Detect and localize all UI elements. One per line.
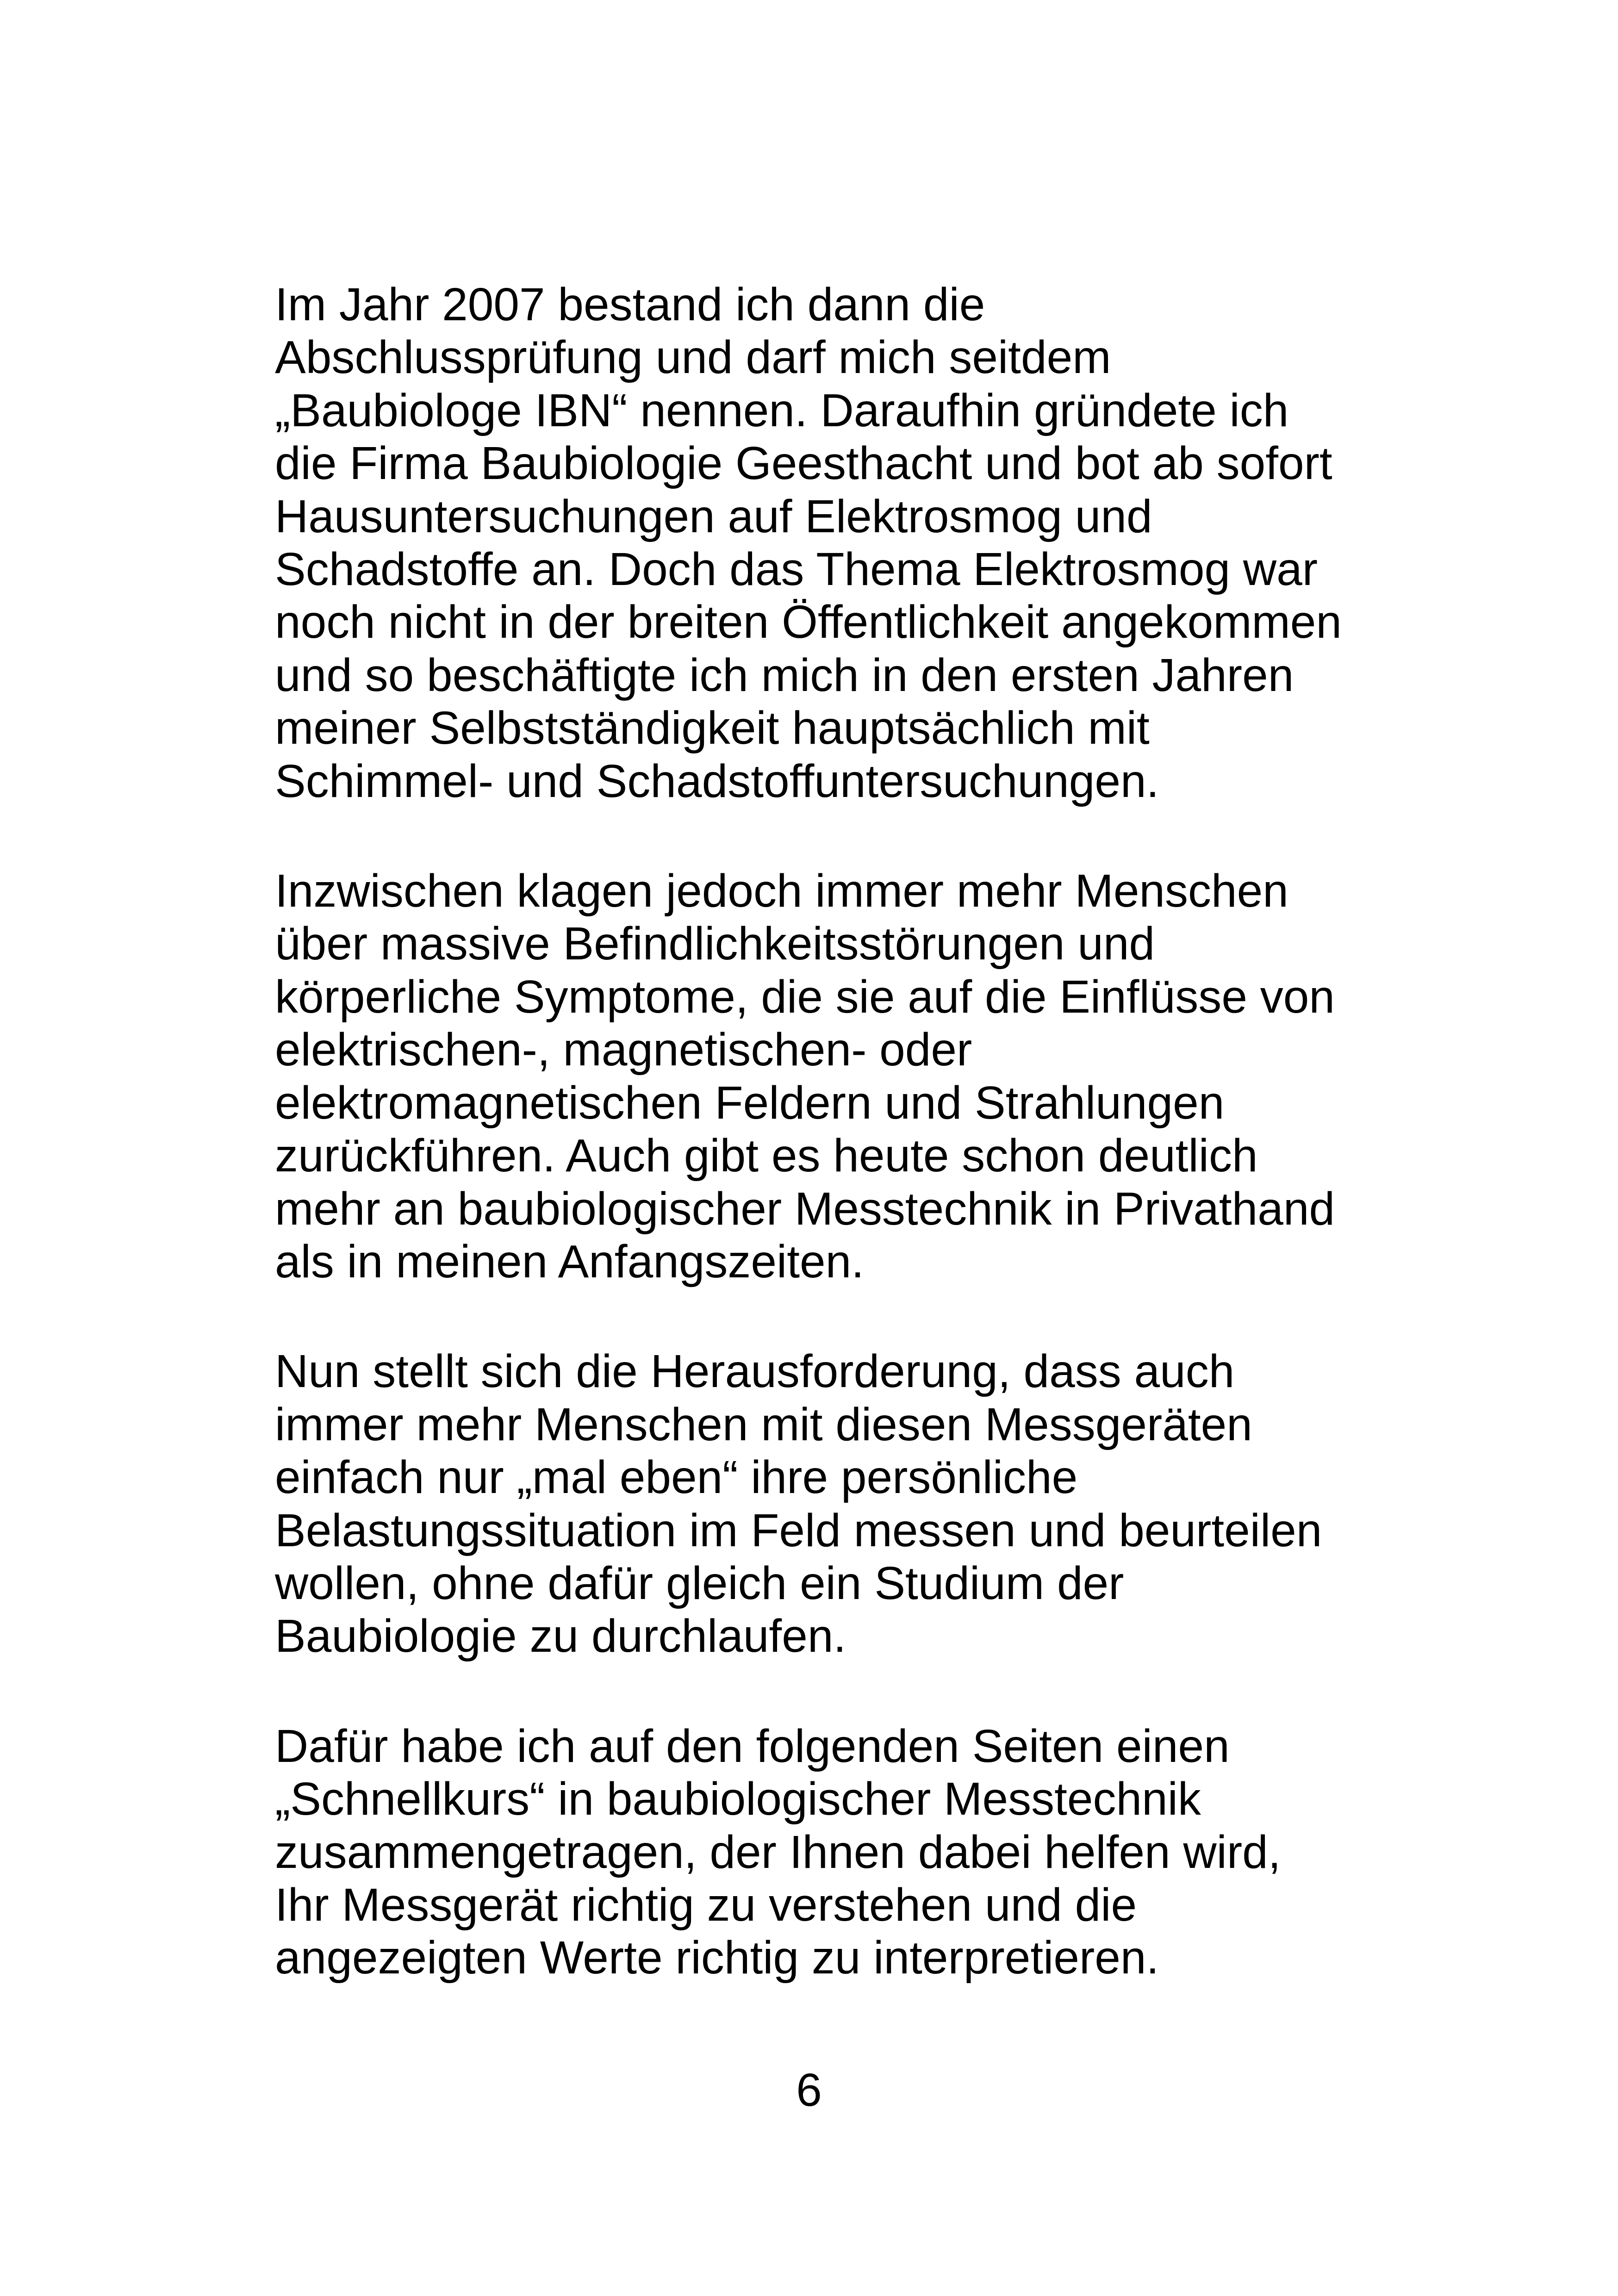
text-line: angezeigten Werte richtig zu interpretieren.: [275, 1932, 1159, 1984]
text-line: und so beschäftigte ich mich in den ersten Jahren: [275, 649, 1294, 701]
text-line: körperliche Symptome, die sie auf die Einflüsse von: [275, 971, 1335, 1023]
text-line: Hausuntersuchungen auf Elektrosmog und: [275, 490, 1152, 542]
text-line: elektromagnetischen Feldern und Strahlungen: [275, 1076, 1225, 1129]
text-line: „Schnellkurs“ in baubiologischer Messtechnik: [275, 1773, 1201, 1825]
paragraph: [275, 1720, 1342, 1985]
text-line: Belastungssituation im Feld messen und beurteilen: [275, 1504, 1322, 1556]
paragraph: [275, 1345, 1342, 1662]
text-line: zusammengetragen, der Ihnen dabei helfen wird,: [275, 1826, 1281, 1878]
text-line: immer mehr Menschen mit diesen Messgeräten: [275, 1398, 1252, 1450]
text-line: die Firma Baubiologie Geesthacht und bot ab sofort: [275, 437, 1332, 490]
text-line: über massive Befindlichkeitsstörungen und: [275, 918, 1155, 970]
text-line: einfach nur „mal eben“ ihre persönliche: [275, 1451, 1078, 1504]
text-line: Schadstoffe an. Doch das Thema Elektrosmog war: [275, 543, 1318, 596]
text-line: „Baubiologe IBN“ nennen. Daraufhin gründete ich: [275, 384, 1289, 436]
text-line: elektrischen-, magnetischen- oder: [275, 1024, 972, 1076]
page-number: 6: [796, 2064, 822, 2116]
text-line: Inzwischen klagen jedoch immer mehr Menschen: [275, 865, 1288, 917]
text-line: Schimmel- und Schadstoffuntersuchungen.: [275, 755, 1159, 807]
text-line: Nun stellt sich die Herausforderung, dass auch: [275, 1345, 1235, 1398]
text-line: zurückführen. Auch gibt es heute schon deutlich: [275, 1130, 1258, 1182]
text-line: meiner Selbstständigkeit hauptsächlich mit: [275, 702, 1150, 754]
text-line: Baubiologie zu durchlaufen.: [275, 1610, 846, 1662]
text-line: Abschlussprüfung und darf mich seitdem: [275, 331, 1111, 384]
text-line: mehr an baubiologischer Messtechnik in Privathand: [275, 1182, 1335, 1235]
text-line: als in meinen Anfangszeiten.: [275, 1235, 865, 1288]
text-line: Im Jahr 2007 bestand ich dann die: [275, 279, 985, 330]
paragraph: [275, 865, 1342, 1288]
body-text: [275, 278, 1342, 1985]
text-line: Ihr Messgerät richtig zu verstehen und die: [275, 1879, 1137, 1931]
text-line: Dafür habe ich auf den folgenden Seiten einen: [275, 1720, 1230, 1772]
text-line: noch nicht in der breiten Öffentlichkeit angekommen: [275, 596, 1342, 648]
paragraph: [275, 278, 1342, 808]
text-line: wollen, ohne dafür gleich ein Studium der: [275, 1557, 1124, 1609]
